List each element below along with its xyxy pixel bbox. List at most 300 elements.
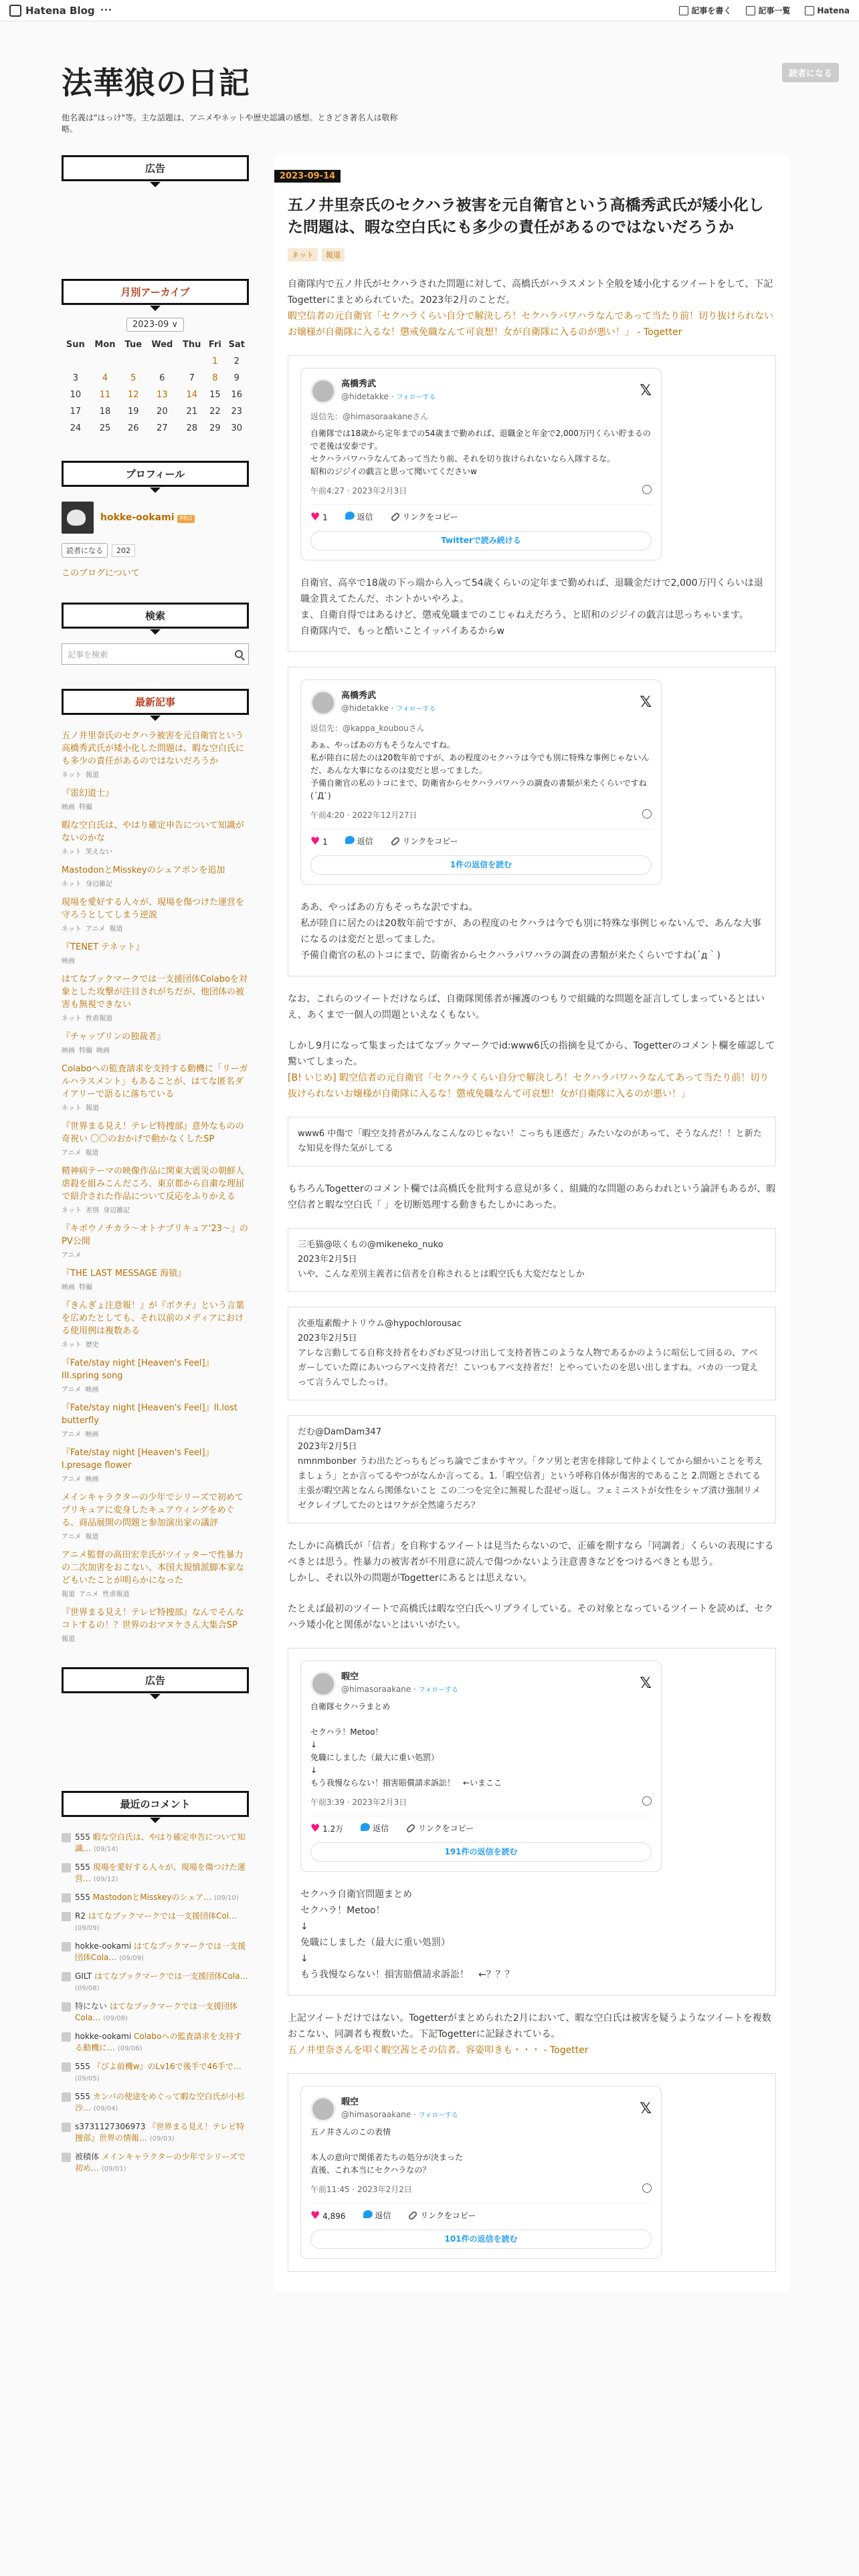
commenter-avatar — [62, 2062, 71, 2072]
tweet-avatar[interactable] — [310, 690, 336, 716]
calendar-day: 26 — [128, 423, 139, 433]
ad-module — [62, 155, 249, 255]
recent-article-item — [62, 787, 249, 811]
blockquote: だむ@DamDam347 2023年2月5日 nmnmbonber うわ出たどっちもどっち論でごまかすヤツ。「クソ男と老害を排除して仲よくしてから細かいことを考えましょう」とか言ってるやつがなんか言ってる。1.「暇空信者」という呼称自体が傷害的であること 2.問題とされてる主張が暇空茜となんら関係ないこと この二つを完全に無視した混ぜっ返し。フェミニストが女性をシャブ漬け強制リメゼクレイプしてたのとはワケが全然違うだろ？ — [288, 1415, 776, 1523]
recent-article-item — [62, 1120, 249, 1157]
recent-article-link[interactable]: 『雷幻道士』 — [62, 788, 114, 798]
comments-module — [62, 1791, 249, 2175]
commenter-avatar — [62, 2002, 71, 2012]
tweet-avatar[interactable] — [310, 1671, 336, 1697]
calendar-day[interactable]: 1 — [212, 356, 218, 366]
category-link[interactable]: 映画 — [62, 1284, 75, 1291]
weekday-label: Sat — [228, 340, 245, 350]
article-date[interactable]: 2023-09-14 — [274, 170, 341, 183]
category-link[interactable]: 映画 — [62, 804, 75, 811]
weekday-label: Fri — [208, 340, 221, 350]
recent-article-link[interactable]: 『Fate/stay night [Heaven's Feel]』II.lost butterfly — [62, 1403, 237, 1426]
comment-item — [62, 1971, 249, 1994]
tweet-block — [288, 1648, 776, 1996]
x-logo-icon[interactable]: 𝕏 — [640, 2101, 652, 2117]
calendar-day: 25 — [99, 423, 111, 433]
x-logo-icon[interactable]: 𝕏 — [640, 383, 652, 399]
calendar-day: 15 — [209, 390, 221, 400]
tweet-quote-text: セクハラ自衛官問題まとめ セクハラ！Metoo！ ↓ 免職にしました（最大に重い処罰） ↓ もう我慢ならない！損害賠償請求訴訟！ ←？？？ — [300, 1889, 514, 1980]
calendar-day: 2 — [233, 356, 240, 366]
calendar-day — [62, 353, 90, 370]
recent-article-link[interactable]: MastodonとMisskeyのシェアポンを追加 — [62, 865, 225, 875]
category-link[interactable]: ネット — [62, 1105, 82, 1112]
info-icon[interactable] — [642, 2183, 652, 2193]
comment-article-link[interactable]: はてなブックマークでは一支援団体Col… — [88, 1911, 237, 1921]
comment-item — [62, 2091, 249, 2115]
comment-item — [62, 1941, 249, 1964]
search-icon[interactable] — [235, 650, 243, 658]
weekday-label: Sun — [66, 340, 85, 350]
month-select[interactable]: 2023-09 ∨ — [126, 318, 184, 332]
recent-article-item — [62, 896, 249, 933]
x-logo-icon[interactable]: 𝕏 — [640, 694, 652, 711]
calendar-day: 27 — [157, 423, 168, 433]
recent-heading: 最新記事 — [62, 689, 249, 715]
article — [274, 155, 789, 2292]
tweet-block — [288, 355, 776, 652]
category-link[interactable]: 報道 — [86, 772, 99, 779]
commenter-name[interactable]: 特にない — [75, 2002, 108, 2011]
comment-date: (09/04) — [93, 2105, 118, 2113]
commenter-avatar — [62, 1893, 71, 1903]
category-link[interactable]: 報道 — [85, 1533, 99, 1541]
calendar-day — [120, 353, 146, 370]
category-link[interactable]: アニメ — [62, 1476, 82, 1483]
tweet-block — [288, 667, 776, 976]
recent-article-item — [62, 1165, 249, 1214]
category-link[interactable]: ネット — [62, 1207, 82, 1214]
main-content — [274, 155, 789, 2292]
archive-module — [62, 279, 249, 437]
list-icon — [746, 6, 755, 15]
weekday-label: Mon — [94, 340, 116, 350]
togetter-link[interactable]: 暇空信者の元自衛官「セクハラくらい自分で解決しろ！セクハラパワハラなんであって当たり前！切り抜けられないお嬢様が自衛隊に入るな！懲戒免職なんて可哀想！女が自衛隊に入るのが悪い！」 - Togetter — [288, 311, 774, 338]
recent-article-link[interactable]: 現場を愛好する人々が、現場を傷つけた運営を守ろうとしてしまう逆説 — [62, 897, 245, 920]
recent-article-link[interactable]: 『世界まる見え！テレビ特捜部』なんでそんなコトするの！？世界のおマヌケさん大集合SP — [62, 1608, 244, 1630]
calendar-day: 7 — [189, 373, 195, 383]
calendar-day: 18 — [99, 407, 111, 417]
read-more-button[interactable]: 191件の返信を読む — [310, 1842, 652, 1862]
calendar-day: 28 — [186, 423, 197, 433]
category-link[interactable]: アニメ — [62, 1533, 82, 1541]
commenter-name[interactable]: hokke-ookami — [75, 1941, 132, 1951]
commenter-name[interactable]: hokke-ookami — [75, 2032, 132, 2041]
recent-article-link[interactable]: はてなブックマークでは一支援団体Colaboを対象とした攻撃が注目されがちだが、他団体の被害も無視できない — [62, 974, 248, 1010]
recent-article-item — [62, 1267, 249, 1291]
category-link[interactable]: ネット — [62, 881, 82, 888]
embedded-tweet[interactable]: 暇空 @himasoraakane · フォローする 𝕏 五ノ井さんのこの表情 本人の意向で関係者たちの処分が決まった 直後、これ本当にセクハラなの？ 午前11:45 · 2023年2月2日 ♥ 4,896 返信 リンクをコピー 101件の返信を読む — [300, 2086, 662, 2259]
category-link[interactable]: 身辺雑記 — [86, 881, 112, 888]
like-button[interactable]: ♥ 1 — [310, 835, 328, 847]
like-button[interactable]: ♥ 1 — [310, 510, 328, 523]
category-link[interactable]: 性虐報道 — [102, 1591, 130, 1598]
calendar-day[interactable]: 11 — [99, 390, 111, 400]
blockquote: www6 中傷で「暇空支持者がみんなこんなのじゃない！こっちも迷惑だ」みたいなのがあって、そうなんだ！！と新たな知見を得た気がしてる — [288, 1117, 776, 1166]
category-link[interactable]: アニメ — [62, 1252, 82, 1259]
recent-article-item — [62, 1446, 249, 1483]
link-icon — [408, 2210, 419, 2221]
copy-link-button[interactable]: リンクをコピー — [391, 835, 458, 848]
recent-article-item — [62, 1606, 249, 1643]
comment-date: (09/12) — [93, 1876, 118, 1883]
category-link[interactable]: ネット — [62, 772, 82, 779]
follow-link[interactable]: フォローする — [396, 394, 436, 401]
heart-icon: ♥ — [310, 510, 320, 523]
category-link[interactable]: 身辺雑記 — [103, 1207, 130, 1214]
follower-count: 202 — [112, 544, 135, 557]
tweet-block — [288, 2073, 776, 2272]
bookmark-link[interactable]: [B! いじめ] 暇空信者の元自衛官「セクハラくらい自分で解決しろ！セクハラパワハラなんてあって当たり前！切り抜けられないお嬢様が自衛隊に入るな！懲戒免職なんて可哀想！女が自衛隊に入るのが悪い！」 — [288, 1073, 769, 1099]
recent-article-item — [62, 1357, 249, 1394]
category-link[interactable]: アニメ — [62, 1150, 82, 1157]
tweet-quote-text: 自衛官、高卒で18歳の下っ端から入って54歳くらいの定年まで勤めれば、退職金だけで2,000万円くらいは退職金貰えてたんだ、ホントかいやろよ。 ま、自衛自得ではあるけど、懲戒免職までのこじゃねえだろう、と昭和のジジイの戯言は思っちゃいます。 自衛隊内で、もっと酷いことイッパイあるからw — [300, 578, 763, 637]
menu-dots-icon[interactable]: ••• — [100, 7, 112, 14]
calendar-day[interactable]: 4 — [102, 373, 108, 383]
reply-button[interactable]: 返信 — [363, 2210, 391, 2222]
follow-link[interactable]: フォローする — [418, 1687, 458, 1694]
commenter-avatar — [62, 2153, 71, 2162]
category-link[interactable]: アニメ — [79, 1591, 99, 1598]
recent-article-link[interactable]: アニメ監督の高田宏幸氏がツイッターで性暴力の二次加害をおこない、本国大規慎派脚本家などもいたことが明らかになった — [62, 1550, 245, 1586]
category-link[interactable]: 映画 — [62, 958, 75, 965]
calendar-day — [146, 353, 178, 370]
copy-link-button[interactable]: リンクをコピー — [408, 2210, 476, 2222]
embedded-tweet[interactable]: 暇空 @himasoraakane · フォローする 𝕏 自衛隊セクハラまとめ セクハラ！Metoo！ ↓ 免職にしました（最大に重い処罰） ↓ もう我慢ならない！損害賠償請求訴訟！ ←いまここ 午前3:39 · 2023年2月3日 ♥ 1.2万 返信 リンクをコピー 191件の返信を読む — [300, 1660, 662, 1872]
copy-link-button[interactable]: リンクをコピー — [391, 511, 458, 524]
comment-article-link[interactable]: はてなブックマークでは一支援団体Cola… — [94, 1971, 248, 1981]
avatar[interactable] — [62, 502, 94, 534]
comment-date: (09/03) — [149, 2135, 175, 2143]
comment-article-link[interactable]: メインキャラクターの少年でシリーズで初め… — [75, 2152, 246, 2173]
follow-link[interactable]: フォローする — [396, 706, 436, 713]
category-link[interactable]: 報道 — [85, 1150, 99, 1157]
category-link[interactable]: 報道 — [86, 1105, 99, 1112]
commenter-name[interactable]: s3731127306973 — [75, 2122, 146, 2131]
category-link[interactable]: 性虐報道 — [86, 1015, 112, 1023]
comment-item — [62, 1911, 249, 1934]
comment-item — [62, 2121, 249, 2145]
reply-icon — [363, 2210, 373, 2218]
category-link[interactable]: ネット — [62, 1015, 82, 1023]
recent-article-item — [62, 973, 249, 1023]
reply-icon — [345, 836, 355, 844]
recent-module — [62, 689, 249, 1643]
recent-article-link[interactable]: 『きんぎょ注意報！』が『ボクチ』という言葉を広めたとしても、それ以前のメディアにおける使用例は複数ある — [62, 1301, 245, 1336]
category-link[interactable]: 映画 — [85, 1476, 99, 1483]
weekday-label: Wed — [151, 340, 173, 350]
recent-article-link[interactable]: 『キボウノチカラ〜オトナプリキュア'23〜』のPV公開 — [62, 1224, 248, 1247]
archive-heading: 月別アーカイブ — [62, 279, 249, 305]
like-button[interactable]: ♥ 4,896 — [310, 2209, 346, 2222]
commenter-avatar — [62, 1972, 71, 1981]
paragraph: 上記ツイートだけではない。Togetterがまとめられた2月において、暇な空白氏は被害を疑うようなツイートを複数おこない、同調者も複数いた。下記Togetterに記録されている。 五ノ井里奈さんを叩く暇空茜とその信者。容姿叩きも・・・ - Togetter — [288, 2013, 771, 2056]
category-link[interactable]: 映画 — [96, 1047, 110, 1055]
comment-date: (09/09) — [75, 1925, 100, 1932]
search-module — [62, 603, 249, 665]
ad-heading-2: 広告 — [62, 1667, 249, 1693]
commenter-name[interactable]: 被積体 — [75, 2152, 100, 2161]
paragraph: たとえば最初のツイートで高橋氏は暇な空白氏へリプライしている。その対象となっているツイートを読めば、セクハラ矮小化と関係がないとはいいがたい。 — [288, 1604, 773, 1630]
recent-article-item — [62, 1491, 249, 1541]
category-link[interactable]: 映画 — [85, 1431, 99, 1438]
comment-item — [62, 2001, 249, 2024]
paragraph: たしかに高橋氏が「信者」を自称するツイートは見当たらないので、正確を期すなら「同調者」くらいの表現にするべきとは思う。性暴力の被害者が不用意に読んで傷つかないよう注意書きなどをつけるべきとも思う。 しかし、それ以外の問題がTogetterにあるとは思えない。 — [288, 1541, 774, 1584]
commenter-avatar — [62, 2092, 71, 2102]
comment-date: (09/06) — [117, 2045, 142, 2052]
comment-item — [62, 1862, 249, 1885]
heart-icon: ♥ — [310, 1822, 320, 1834]
article-title[interactable]: 五ノ井里奈氏のセクハラ被害を元自衛官という高橋秀武氏が矮小化した問題は、暇な空白氏にも多少の責任があるのではないだろうか — [288, 197, 764, 236]
ad-heading: 広告 — [62, 155, 249, 181]
search-input[interactable]: 記事を検索 — [62, 643, 249, 665]
comment-article-link[interactable]: MastodonとMisskeyのシェア… — [92, 1893, 212, 1902]
calendar-day: 9 — [233, 373, 240, 383]
category-link[interactable]: ネット — [62, 926, 82, 933]
comment-article-link[interactable]: 現場を愛好する人々が、現場を傷つけた運営… — [75, 1862, 246, 1883]
weekday-label: Thu — [183, 340, 201, 350]
paragraph: なお、これらのツイートだけならば、自衛隊関係者が擁護のつもりで組織的な問題を証言してしまっているとはいえ、あくまで一個人の問題といえなくもない。 — [288, 994, 765, 1021]
comment-date: (09/14) — [93, 1846, 118, 1853]
calendar-day: 21 — [186, 407, 197, 417]
commenter-avatar — [62, 2123, 71, 2132]
follow-link[interactable]: フォローする — [418, 2112, 458, 2119]
comment-date: (09/08) — [75, 1985, 100, 1992]
commenter-name[interactable]: R2 — [75, 1911, 86, 1921]
category-link[interactable]: 特撮 — [79, 804, 92, 811]
x-logo-icon[interactable]: 𝕏 — [640, 1675, 652, 1692]
recent-article-item — [62, 1222, 249, 1259]
commenter-name[interactable]: 555 — [75, 1862, 90, 1872]
article-tags — [288, 248, 776, 261]
paragraph: 自衛隊内で五ノ井氏がセクハラされた問題に対して、高橋氏がハラスメント全般を矮小化するツイートをして、下記Togetterにまとめられていた。2023年2月のことだ。 暇空信者の元自衛官「セクハラくらい自分で解決しろ！セクハラパワハラなんであって当たり前！切り抜けられないお嬢様が自衛隊に入るな！懲戒免職なんて可哀想！女が自衛隊に入るのが悪い！」 - Togetter — [288, 279, 774, 338]
info-icon[interactable] — [642, 809, 652, 819]
ad-slot-2 — [62, 1693, 249, 1767]
recent-article-link[interactable]: 精神病テーマの映像作品に関東大震災の朝鮮人虐殺を組みこんだころ、東京都から自粛な理屈で紹介された作品について反応をふりかえる — [62, 1166, 245, 1202]
like-button[interactable]: ♥ 1.2万 — [310, 1822, 344, 1834]
calendar-day: 3 — [72, 373, 78, 383]
calendar-day[interactable]: 12 — [128, 390, 139, 400]
follow-button[interactable]: 読者になる — [62, 543, 108, 558]
search-heading: 検索 — [62, 603, 249, 629]
category-link[interactable]: 報道 — [62, 1636, 75, 1643]
category-link[interactable]: 映画 — [62, 1047, 75, 1055]
recent-article-item — [62, 1402, 249, 1438]
calendar-day: 6 — [159, 373, 165, 383]
ad-module-2 — [62, 1667, 249, 1767]
commenter-avatar — [62, 1912, 71, 1921]
read-more-button[interactable]: 101件の返信を読む — [310, 2230, 652, 2249]
recent-article-link[interactable]: 『THE LAST MESSAGE 海猿』 — [62, 1269, 187, 1279]
link-icon — [405, 1823, 416, 1834]
comment-date: (09/09) — [119, 1955, 144, 1962]
calendar-day: 23 — [231, 407, 243, 417]
info-icon[interactable] — [642, 1796, 652, 1806]
commenter-avatar — [62, 1942, 71, 1951]
comment-item — [62, 2031, 249, 2054]
calendar-day: 16 — [231, 390, 243, 400]
calendar-day — [178, 353, 205, 370]
reply-icon — [345, 512, 355, 520]
category-link[interactable]: アニメ — [86, 926, 106, 933]
profile-module — [62, 461, 249, 578]
reply-button[interactable]: 返信 — [345, 835, 373, 848]
profile-name[interactable]: hokke-ookami — [100, 512, 175, 523]
recent-article-item — [62, 1031, 249, 1055]
recent-article-item — [62, 1063, 249, 1112]
category-link[interactable]: 報道 — [62, 1591, 75, 1598]
copy-link-button[interactable]: リンクをコピー — [406, 1822, 474, 1835]
category-link[interactable]: 報道 — [109, 926, 123, 933]
reply-button[interactable]: 返信 — [345, 511, 373, 524]
info-icon[interactable] — [642, 485, 652, 494]
tweet-avatar[interactable] — [310, 379, 336, 404]
subscribe-button[interactable]: 読者になる — [782, 63, 839, 82]
archive-calendar — [62, 336, 249, 437]
ad-slot — [62, 181, 249, 255]
tag-link[interactable]: ネット — [288, 248, 318, 261]
recent-article-link[interactable]: 『チャップリンの独裁者』 — [62, 1032, 166, 1042]
article-list-link[interactable]: 記事一覧 — [746, 5, 790, 16]
calendar-day: 20 — [157, 407, 168, 417]
category-link[interactable]: 特撮 — [79, 1284, 92, 1291]
sidebar — [62, 155, 249, 2292]
commenter-avatar — [62, 1833, 71, 1842]
comment-date: (09/01) — [101, 2165, 126, 2173]
category-link[interactable]: 笑えない — [86, 849, 112, 856]
commenter-name[interactable]: GILT — [75, 1971, 92, 1981]
recent-article-link[interactable]: 『世界まる見え！テレビ特捜部』意外なものの奇祝い 〇〇のおかげで動かなくしたSP — [62, 1121, 244, 1144]
calendar-day[interactable]: 13 — [157, 390, 168, 400]
togetter-link-2[interactable]: 五ノ井里奈さんを叩く暇空茜とその信者。容姿叩きも・・・ - Togetter — [288, 2045, 589, 2056]
category-link[interactable]: アニメ — [62, 1431, 82, 1438]
hatena-topbar — [0, 0, 859, 21]
comment-item — [62, 1832, 249, 1855]
calendar-day: 22 — [209, 407, 221, 417]
calendar-day: 30 — [231, 423, 243, 433]
recent-article-link[interactable]: 暇な空白氏は、やはり確定申告について知識がないのかな — [62, 821, 244, 843]
comment-item — [62, 2151, 249, 2175]
tweet-avatar[interactable] — [310, 2097, 336, 2122]
hatena-logo-icon — [9, 5, 21, 17]
profile-heading: プロフィール — [62, 461, 249, 487]
paragraph: もちろんTogetterのコメント欄では高橋氏を批判する意見が多く、組織的な問題のあらわれという論評もあるが、暇空信者と暇な空白氏「 」を切断処理する動きもたしかにあった。 — [288, 1184, 776, 1210]
calendar-day: 29 — [209, 423, 221, 433]
pencil-icon — [679, 6, 688, 15]
paragraph: しかし9月になって集まったはてなブックマークでid:www6氏の指摘を見てから、Togetterのコメント欄を確認して驚いてしまった。 [B! いじめ] 暇空信者の元自衛官「セクハラくらい自分で解決しろ！セクハラパワハラなんてあって当たり前！切り抜けられないお嬢様が自衛隊に入るな！懲戒免職なんて可哀想！女が自衛隊に入るのが悪い！」 — [288, 1041, 775, 1099]
commenter-name[interactable]: 555 — [75, 2092, 90, 2101]
reply-button[interactable]: 返信 — [361, 1822, 389, 1835]
comment-article-link[interactable]: 『世界まる見え！テレビ特捜部』世界の情報… — [75, 2122, 245, 2143]
write-article-link[interactable]: 記事を書く — [679, 5, 731, 16]
blog-description: 他名義は"はっけ"等。主な話題は、アニメやネットや歴史認識の感想。ときどき著名人は敬称略。 — [62, 113, 398, 134]
reply-icon — [361, 1823, 370, 1831]
blog-header — [0, 21, 859, 155]
read-more-button[interactable]: 1件の返信を読む — [310, 855, 652, 875]
recent-article-item — [62, 819, 249, 856]
recent-article-link[interactable]: 五ノ井里奈氏のセクハラ被害を元自衛官という高橋秀武氏が矮小化した問題は、暇な空白氏にも多少の責任があるのではないだろうか — [62, 731, 245, 766]
comment-date: (09/08) — [103, 2015, 128, 2022]
read-more-button[interactable]: Twitterで読み続ける — [310, 531, 652, 550]
category-link[interactable]: 歴史 — [86, 1341, 99, 1349]
recent-article-link[interactable]: 『Fate/stay night [Heaven's Feel]』III.spring song — [62, 1358, 214, 1381]
recent-article-item — [62, 864, 249, 888]
comment-article-link[interactable]: 暇な空白氏は、やはり確定申告について知識… — [75, 1832, 246, 1853]
comment-article-link[interactable]: Colaboへの監査請求を支持する動機に… — [75, 2032, 242, 2052]
recent-article-link[interactable]: メインキャラクターの少年でシリーズで初めてプリキュアに変身したキュアウィングをめぐる、商品展開の問題と参加演出家の議評 — [62, 1493, 244, 1528]
recent-article-item — [62, 941, 249, 965]
link-icon — [390, 836, 401, 847]
comment-item — [62, 1892, 249, 1904]
commenter-avatar — [62, 1863, 71, 1872]
tweet-quote-text: ああ、やっぱあの方もそっちな訳ですね。 私が陸自に居たのは20数年前ですが、あの程度のセクハラは今でも別に特殊な事例じゃないんで、あんな大事になるのは変だと思ってました。 予備自衛官の私のトコにまで、防衛省からセクハラパワハラの調査の書類が来たくらいですね(´д｀) — [300, 902, 761, 961]
calendar-day: 10 — [70, 390, 82, 400]
category-link[interactable]: 差別 — [86, 1207, 99, 1214]
category-link[interactable]: ネット — [62, 1341, 82, 1349]
comment-article-link[interactable]: はてなブックマークでは一支援団体Cola… — [75, 2002, 238, 2022]
recent-article-item — [62, 1549, 249, 1598]
hatena-user-icon — [805, 6, 814, 15]
calendar-day: 24 — [70, 423, 82, 433]
commenter-name[interactable]: 555 — [75, 1893, 90, 1902]
calendar-day[interactable]: 14 — [186, 390, 197, 400]
category-link[interactable]: 映画 — [85, 1386, 99, 1394]
blockquote: 三毛猫@呟くもの@mikeneko_nuko 2023年2月5日 いや、こんな差別主義者に信者を自称されるとは暇空氏も大変だなとしか — [288, 1228, 776, 1292]
comment-article-link[interactable]: 『びよ前機w』のLv16で後手で46手で… — [92, 2062, 242, 2071]
category-link[interactable]: 特撮 — [79, 1047, 92, 1055]
pro-badge: PRO — [177, 515, 195, 523]
hatena-blog-logo[interactable]: Hatena Blog — [9, 5, 95, 17]
recent-article-item — [62, 1299, 249, 1349]
comment-item — [62, 2061, 249, 2084]
calendar-day: 19 — [128, 407, 139, 417]
link-icon — [390, 512, 401, 522]
tag-link[interactable]: 報道 — [322, 248, 345, 261]
comment-article-link[interactable]: カンパの使途をめぐって暇な空白氏が小杉沙… — [75, 2092, 245, 2113]
weekday-label: Tue — [124, 340, 142, 350]
category-link[interactable]: ネット — [62, 849, 82, 856]
commenter-name[interactable]: 555 — [75, 1832, 90, 1842]
comment-date: (09/05) — [75, 2075, 100, 2082]
comment-date: (09/10) — [214, 1895, 239, 1902]
heart-icon: ♥ — [310, 835, 320, 847]
blockquote: 次亜塩素酸ナトリウム@hypochlorousac 2023年2月5日 アレな言動してる自称支持者をわざわざ見つけ出して支持者皆このような人物であるかのように喧伝して回るの、アベガーしていた際にあいつらアベ支持者だ！こいつもアベ支持者だ！とやっていたのを思い出しますね。バカの一つ覚えって言うんでしたっけ。 — [288, 1307, 776, 1400]
about-blog-link[interactable]: このブログについて — [62, 568, 140, 578]
calendar-day[interactable]: 5 — [130, 373, 136, 383]
recent-article-item — [62, 730, 249, 779]
commenter-name[interactable]: 555 — [75, 2062, 90, 2071]
comments-heading: 最近のコメント — [62, 1791, 249, 1817]
heart-icon: ♥ — [310, 2209, 320, 2222]
calendar-day[interactable]: 8 — [212, 373, 218, 383]
calendar-day: 17 — [70, 407, 82, 417]
user-menu[interactable]: Hatena — [805, 6, 850, 15]
comment-article-link[interactable]: はてなブックマークでは一支援団体Cola… — [75, 1941, 246, 1962]
embedded-tweet[interactable]: 高橋秀武 @hidetakke · フォローする 𝕏 返信先：@himasoraakaneさん 自衛隊では18歳から定年までの54歳まで勤めれば、退職金と年金で2,000万円くらい貯まるので老後は安泰です。 セクハラパワハラなんてあって当たり前、それを切り抜けられないなら入隊するな。 昭和のジジイの戯言と思って聞いてくださいw 午前4:27 · 2023年2月3日 ♥ 1 返信 リンクをコピー Twitterで読み続ける — [300, 368, 662, 560]
embedded-tweet[interactable]: 高橋秀武 @hidetakke · フォローする 𝕏 返信先：@kappa_koubouさん あぁ、やっぱあの方もそうなんですね。 私が陸自に居たのは20数年前ですが、あの程度のセクハラは今でも別に特殊な事例じゃないんだ、あんな大事になるのは変だと思ってました。 予備自衛官の私のトコにまで、防衛省からセクハラパワハラの調査の書類が来たくらいですね(´Д`) 午前4:20 · 2022年12月27日 ♥ 1 返信 リンクをコピー 1件の返信を読む — [300, 679, 662, 885]
category-link[interactable]: アニメ — [62, 1386, 82, 1394]
recent-article-link[interactable]: 『Fate/stay night [Heaven's Feel]』I.presage flower — [62, 1448, 214, 1471]
calendar-day — [90, 353, 121, 370]
recent-article-link[interactable]: 『TENET テネット』 — [62, 942, 145, 952]
blog-title[interactable]: 法華狼の日記 — [62, 65, 250, 101]
recent-article-link[interactable]: Colaboへの監査請求を支持する動機に「リーガルハラスメント」もあることが、はてな匿名ダイアリーで語るに落ちている — [62, 1064, 248, 1099]
commenter-avatar — [62, 2032, 71, 2042]
